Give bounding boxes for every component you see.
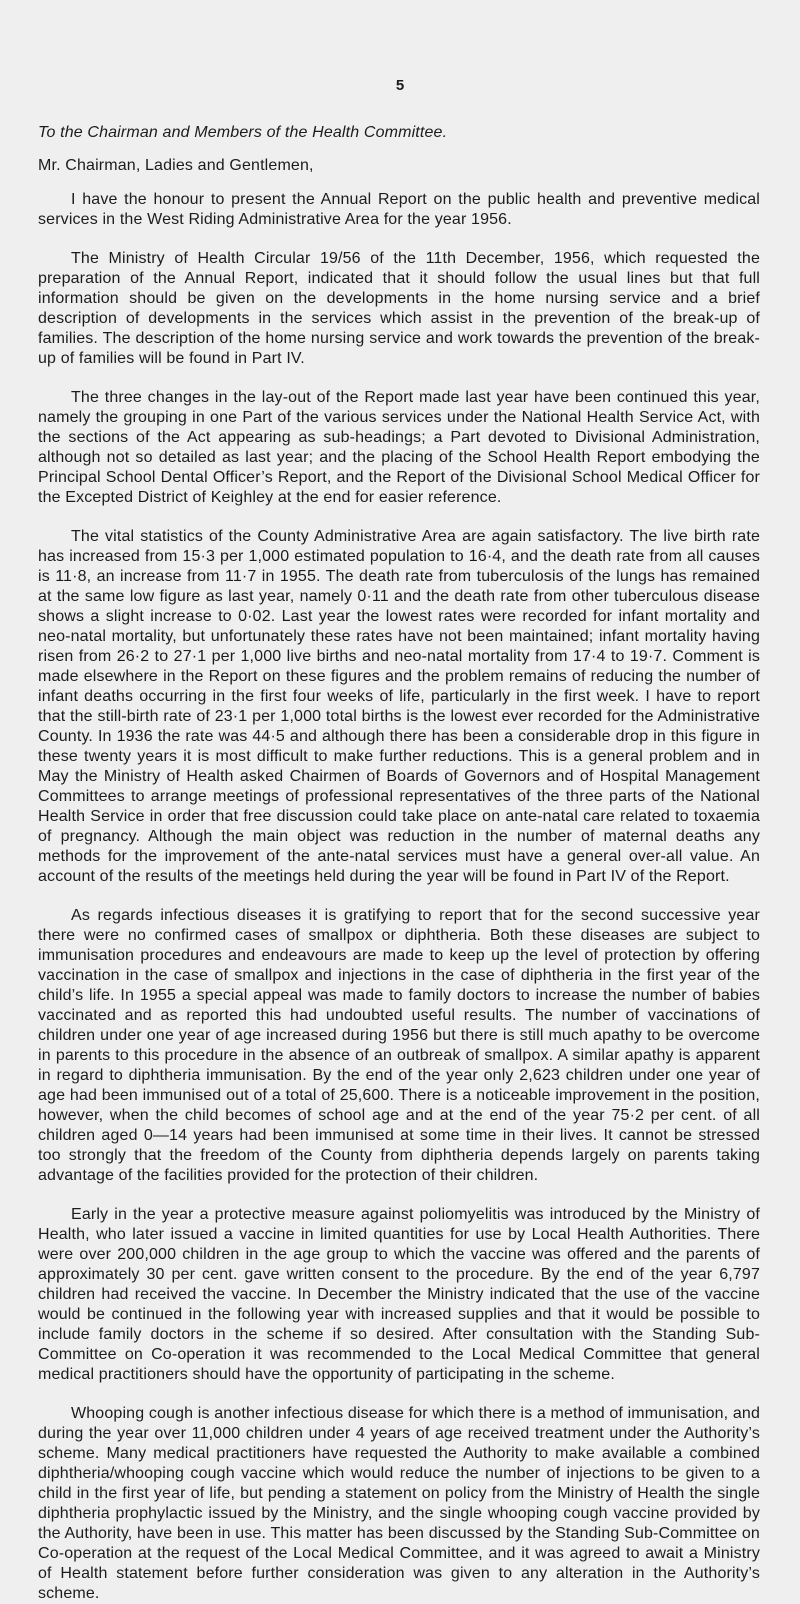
- letter-body: [38, 123, 760, 1604]
- salutation-line: Mr. Chairman, Ladies and Gentlemen,: [38, 157, 314, 174]
- paragraph-poliomyelitis: Early in the year a protective measure against poliomyelitis was introduced by the Ministry of Health, who later issued a vaccine in limited quantities for use by Local Health Authorities. There were over 200,000 children in the age group to which the vaccine was offered and the parents of approximately 30 per cent. gave written consent to the procedure. By the end of the year 6,797 children had received the vaccine. In December the Ministry indicated that the use of the vaccine would be continued in the following year with increased supplies and that it would be possible to include family doctors in the scheme if so desired. After consultation with the Standing Sub-Committee on Co-operation it was recommended to the Local Medical Committee that general medical practitioners should have the opportunity of participating in the scheme.: [38, 1206, 760, 1383]
- paragraph-ministry-circular: The Ministry of Health Circular 19/56 of the 11th December, 1956, which requested the preparation of the Annual Report, indicated that it should follow the usual lines but that full information should be given on the developments in the home nursing service and a brief description of developments in the services which assist in the prevention of the break-up of families. The description of the home nursing service and work towards the prevention of the break-up of families will be found in Part IV.: [38, 250, 760, 367]
- paragraph-vital-statistics: The vital statistics of the County Administrative Area are again satisfactory. The live birth rate has increased from 15·3 per 1,000 estimated population to 16·4, and the death rate from all causes is 11·8, an increase from 11·7 in 1955. The death rate from tuberculosis of the lungs has remained at the same low figure as last year, namely 0·11 and the death rate from other tuberculous disease shows a slight increase to 0·02. Last year the lowest rates were recorded for infant mortality and neo-natal mortality, but unfortunately these rates have not been maintained; infant mortality having risen from 26·2 to 27·1 per 1,000 live births and neo-natal mortality from 17·4 to 19·7. Comment is made elsewhere in the Report on these figures and the problem remains of reducing the number of infant deaths occurring in the first four weeks of life, particularly in the first week. I have to report that the still-birth rate of 23·1 per 1,000 total births is the lowest ever recorded for the Administrative County. In 1936 the rate was 44·5 and although there has been a considerable drop in this figure in these twenty years it is most difficult to make further reductions. This is a general problem and in May the Ministry of Health asked Chairmen of Boards of Governors and of Hospital Management Committees to arrange meetings of professional representatives of the three parts of the National Health Service in order that free discussion could take place on ante-natal care related to toxaemia of pregnancy. Although the main object was reduction in the number of maternal deaths any methods for the improvement of the ante-natal services must have a general over-all value. An account of the results of the meetings held during the year will be found in Part IV of the Report.: [38, 528, 760, 885]
- page-number: 5: [395, 77, 405, 94]
- paragraph-whooping-cough: Whooping cough is another infectious disease for which there is a method of immunisation, and during the year over 11,000 children under 4 years of age received treatment under the Authority’s scheme. Many medical practitioners have requested the Authority to make available a combined diphtheria/whooping cough vaccine which would reduce the number of injections to be given to a child in the first year of life, but pending a statement on policy from the Ministry of Health the single diphtheria prophylactic issued by the Ministry, and the single whooping cough vaccine provided by the Authority, have been in use. This matter has been discussed by the Standing Sub-Committee on Co-operation at the request of the Local Medical Committee, and it was agreed to await a Ministry of Health statement before further consideration was given to any alteration in the Authority’s scheme.: [38, 1405, 760, 1602]
- paragraph-introduction: I have the honour to present the Annual Report on the public health and preventive medical services in the West Riding Administrative Area for the year 1956.: [38, 191, 760, 228]
- paragraph-infectious-diseases: As regards infectious diseases it is gratifying to report that for the second successive year there were no confirmed cases of smallpox or diphtheria. Both these diseases are subject to immunisation procedures and endeavours are made to keep up the level of protection by offering vaccination in the case of smallpox and injections in the case of diphtheria in the first year of the child’s life. In 1955 a special appeal was made to family doctors to increase the number of babies vaccinated and as reported this had undoubted useful results. The number of vaccinations of children under one year of age increased during 1956 but there is still much apathy to be overcome in parents to this procedure in the absence of an outbreak of smallpox. A similar apathy is apparent in regard to diphtheria immunisation. By the end of the year only 2,623 children under one year of age had been immunised out of a total of 25,600. There is a noticeable improvement in the position, however, when the child becomes of school age and at the end of the year 75·2 per cent. of all children aged 0—14 years had been immunised at some time in their lives. It cannot be stressed too strongly that the freedom of the County from diphtheria depends largely on parents taking advantage of the facilities provided for the protection of their children.: [38, 907, 760, 1184]
- paragraph-report-layout: The three changes in the lay-out of the Report made last year have been continued this year, namely the grouping in one Part of the various services under the National Health Service Act, with the sections of the Act appearing as sub-headings; a Part devoted to Divisional Administration, although not so detailed as last year; and the placing of the School Health Report embodying the Principal School Dental Officer’s Report, and the Report of the Divisional School Medical Officer for the Excepted District of Keighley at the end for easier reference.: [38, 389, 760, 506]
- addressee-line: To the Chairman and Members of the Health Committee.: [38, 124, 448, 141]
